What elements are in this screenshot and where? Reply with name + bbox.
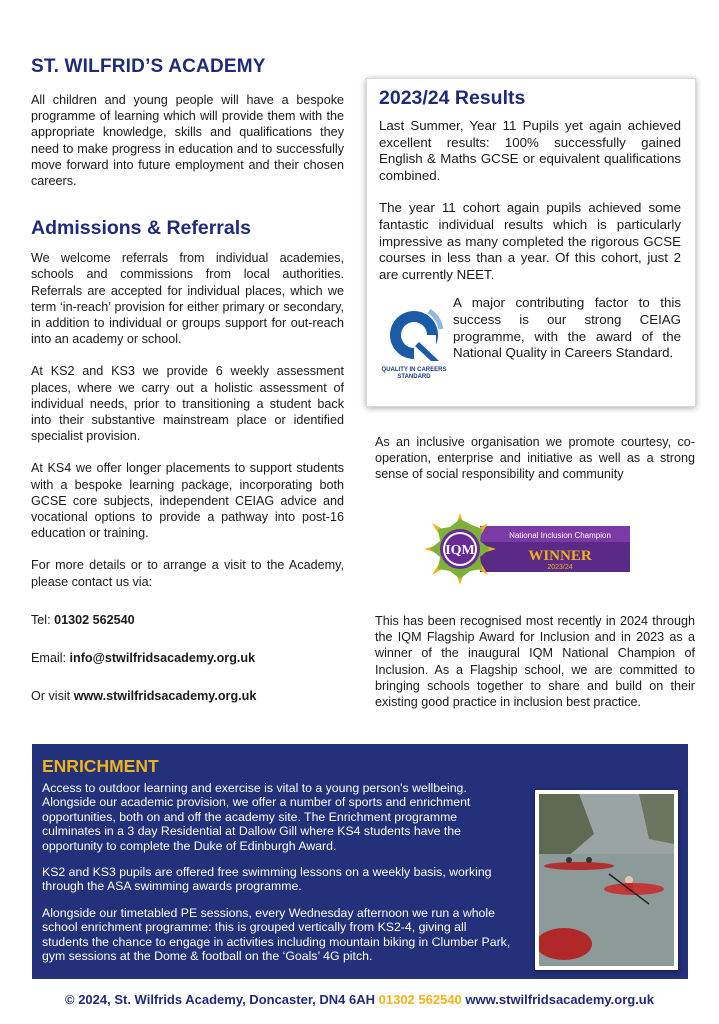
contact-website: [31, 688, 344, 704]
results-paragraph-1: Last Summer, Year 11 Pupils yet again achieved excellent results: 100% successfully gained English & Maths GCSE or equivalent qualifications combined.: [379, 118, 681, 183]
admissions-heading: Admissions & Referrals: [31, 217, 251, 240]
tel-value[interactable]: 01302 562540: [54, 612, 135, 627]
footer-address: © 2024, St. Wilfrids Academy, Doncaster, DN4 6AH: [65, 992, 376, 1007]
contact-email: [31, 650, 344, 666]
badge-winner: WINNER: [528, 548, 592, 564]
footer: [0, 992, 719, 1007]
inclusive-paragraph: As an inclusive organisation we promote courtesy, co-operation, enterprise and initiative as well as a strong sense of social responsibility and community: [375, 435, 695, 482]
logo-line-2: STANDARD: [397, 374, 431, 381]
footer-website[interactable]: www.stwilfridsacademy.org.uk: [465, 992, 654, 1007]
intro-paragraph: All children and young people will have a bespoke programme of learning which will provide them with the appropriate knowledge, skills and qualifications they need to make progress in education and to successfully move forward into future employment and their chosen careers.: [31, 93, 344, 189]
enrichment-paragraph-3: Alongside our timetabled PE sessions, every Wednesday afternoon we run a whole school enrichment programme: this is grouped vertically from KS2-4, giving all students the chance to engage in activities including mountain biking in Clumber Park, gym sessions at the Dome & football on the ‘Goals’ 4G pitch.: [42, 905, 511, 964]
admissions-paragraph-3: At KS4 we offer longer placements to support students with a bespoke learning package, incorporating both GCSE core subjects, independent CEIAG advice and vocational options to provide a pathway into post-16 education or training.: [31, 461, 344, 541]
website-link[interactable]: www.stwilfridsacademy.org.uk: [73, 688, 257, 703]
results-paragraph-2: The year 11 cohort again pupils achieved some fantastic individual results which is particularly impressive as many completed the rigorous GCSE courses in less than a year. Of this cohort, just 2 are currently NEET.: [379, 200, 681, 282]
quality-in-careers-logo-icon: [379, 305, 449, 383]
enrichment-text: [42, 781, 512, 963]
left-column: [31, 56, 344, 726]
enrichment-paragraph-2: KS2 and KS3 pupils are offered free swimming lessons on a weekly basis, working through the ASA swimming awards programme.: [42, 865, 492, 894]
email-link[interactable]: info@stwilfridsacademy.org.uk: [69, 650, 256, 665]
results-box: [366, 78, 696, 407]
canoeing-photo-icon: [539, 794, 674, 966]
enrichment-paragraph-1: Access to outdoor learning and exercise is vital to a young person's wellbeing. Alongside our academic provision, we offer a number of sports and enrichment opportunities, both on and off the academy site. The Enrichment programme culminates in a 3 day Residential at Dallow Gill where KS4 students have the opportunity to complete the Duke of Edinburgh Award.: [42, 781, 471, 853]
admissions-paragraph-2: At KS2 and KS3 we provide 6 weekly assessment places, where we carry out a holistic assessment of individual needs, prior to transitioning a student back into their substantive mainstream place or identified specialist provision.: [31, 364, 344, 444]
results-title: 2023/24 Results: [379, 87, 526, 109]
badge-iqm: IQM: [445, 543, 475, 558]
admissions-paragraph-1: We welcome referrals from individual academies, schools and commissions from local authorities. Referrals are accepted for individual places, which we term ‘in-reach’ provision for either primary or secondary, in addition to individual or groups support for out-reach into an academy or school.: [31, 251, 344, 347]
iqm-winner-badge-icon: [420, 512, 635, 587]
enrichment-panel: [32, 744, 688, 979]
canoeing-photo: [535, 790, 678, 970]
badge-top: National Inclusion Champion: [509, 531, 611, 540]
inclusive-block: [375, 434, 695, 483]
badge-year: 2023/24: [547, 564, 573, 571]
recognised-paragraph: This has been recognised most recently in 2024 through the IQM Flagship Award for Inclusion and in 2023 as a winner of the inaugural IQM National Champion of Inclusion. As a Flagship school, we are committed to bringing schools together to share and build on their existing good practice in inclusion best practice.: [375, 614, 695, 710]
email-label: Email:: [31, 650, 70, 665]
page-title: ST. WILFRID’S ACADEMY: [31, 56, 266, 77]
tel-label: Tel:: [31, 612, 55, 627]
recognised-block: [375, 613, 695, 710]
contact-intro: For more details or to arrange a visit to the Academy, please contact us via:: [31, 558, 344, 589]
contact-telephone: [31, 612, 344, 628]
ceiag-paragraph: A major contributing factor to this success is our strong CEIAG programme, with the award of the National Quality in Careers Standard.: [453, 295, 681, 361]
enrichment-title: ENRICHMENT: [42, 756, 159, 776]
web-label: Or visit: [31, 688, 74, 703]
ceiag-row: [379, 295, 681, 383]
logo-line-1: QUALITY IN CAREERS: [381, 367, 447, 374]
footer-phone[interactable]: 01302 562540: [378, 992, 462, 1007]
